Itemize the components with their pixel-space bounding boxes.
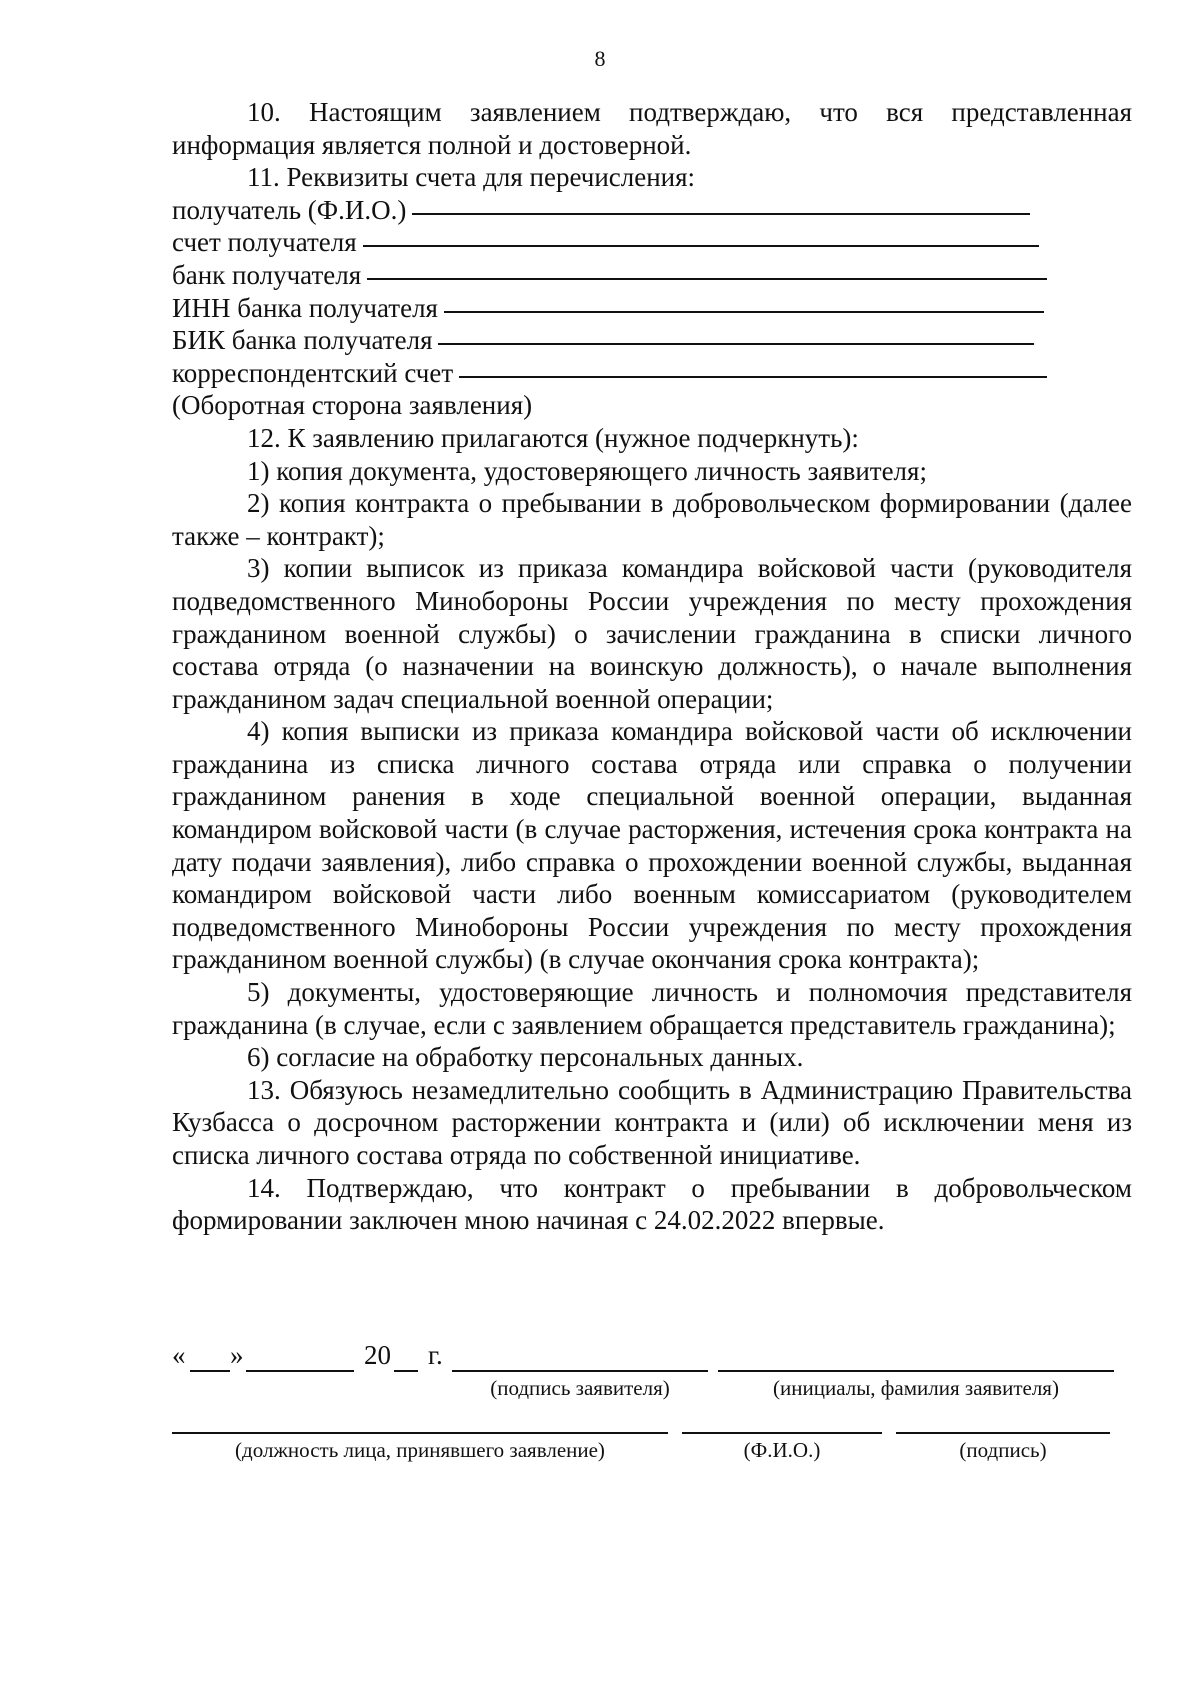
fill-line[interactable] [412, 213, 1030, 215]
attachment-3: 3) копии выписок из приказа командира войсковой части (руководителя подведомственного Минобороны России учреждения по месту прохождения гражданином военной службы) о зачислении гражданина в списки личного состава отряда (о назначении на воинскую должность), о начале выполнения гражданином задач специальной военной операции; [172, 553, 1132, 714]
field-label: счет получателя [172, 227, 357, 258]
year-prefix: 20 [364, 1340, 391, 1370]
year-suffix: г. [428, 1340, 443, 1370]
paragraph-10: 10. Настоящим заявлением подтверждаю, что вся представленная информация является полной и достоверной. [172, 97, 1132, 160]
caption-official-position: (должность лица, принявшего заявление) [235, 1438, 605, 1462]
official-signature-line[interactable] [896, 1432, 1110, 1434]
official-name-line[interactable] [682, 1432, 882, 1434]
field-label: корреспондентский счет [172, 357, 454, 388]
official-position-line[interactable] [172, 1432, 668, 1434]
fill-line[interactable] [363, 245, 1039, 247]
field-label: БИК банка получателя [172, 325, 433, 356]
attachment-4: 4) копия выписки из приказа командира войсковой части об исключении гражданина из списка личного состава отряда или справка о получении гражданином ранения в ходе специальной военной операции, выданная командиром войсковой части (в случае расторжения, истечения срока контракта на дату подачи заявления), либо справка о прохождении военной службы, выданная командиром войсковой части либо военным комиссариатом (руководителем подведомственного Минобороны России учреждения по месту прохождения гражданином военной службы) (в случае окончания срока контракта); [172, 716, 1132, 975]
field-recipient-bank [172, 259, 1132, 292]
fill-line[interactable] [438, 343, 1034, 345]
date-close-quote: » [230, 1340, 244, 1370]
field-bank-bik [172, 324, 1132, 357]
day-fill-line[interactable] [190, 1370, 230, 1372]
fill-line[interactable] [444, 311, 1044, 313]
fill-line[interactable] [459, 376, 1047, 378]
field-recipient-account [172, 226, 1132, 259]
caption-applicant-signature: (подпись заявителя) [490, 1376, 670, 1400]
attachment-5: 5) документы, удостоверяющие личность и полномочия представителя гражданина (в случае, если с заявлением обращается представитель гражданина); [172, 977, 1132, 1040]
field-bank-inn [172, 292, 1132, 325]
year-fill-line[interactable] [394, 1370, 418, 1372]
document-body [172, 96, 1132, 1237]
page-number: 8 [594, 46, 606, 71]
month-fill-line[interactable] [246, 1370, 354, 1372]
caption-official-signature: (подпись) [959, 1438, 1047, 1462]
paragraph-11: 11. Реквизиты счета для перечисления: [247, 162, 696, 193]
date-open-quote: « [172, 1340, 186, 1370]
field-label: ИНН банка получателя [172, 292, 438, 323]
reverse-side-note: (Оборотная сторона заявления) [172, 390, 533, 421]
fill-line[interactable] [367, 278, 1047, 280]
paragraph-12: 12. К заявлению прилагаются (нужное подчеркнуть): [247, 422, 859, 453]
applicant-name-line[interactable] [718, 1370, 1114, 1372]
field-label: банк получателя [172, 259, 362, 290]
caption-applicant-name: (инициалы, фамилия заявителя) [773, 1376, 1059, 1400]
paragraph-13: 13. Обязуюсь незамедлительно сообщить в Администрацию Правительства Кузбасса о досрочном расторжении контракта и (или) об исключении меня из списка личного состава отряда по собственной инициативе. [172, 1074, 1132, 1170]
paragraph-14: 14. Подтверждаю, что контракт о пребывании в добровольческом формировании заключен мною начиная с 24.02.2022 впервые. [172, 1172, 1132, 1236]
field-label: получатель (Ф.И.О.) [172, 194, 407, 225]
attachment-2: 2) копия контракта о пребывании в добровольческом формировании (далее также – контракт); [172, 488, 1132, 551]
attachment-6: 6) согласие на обработку персональных данных. [247, 1042, 804, 1073]
caption-official-name: (Ф.И.О.) [743, 1438, 821, 1462]
applicant-signature-line[interactable] [452, 1370, 708, 1372]
attachment-1: 1) копия документа, удостоверяющего личность заявителя; [247, 455, 927, 486]
field-recipient [172, 194, 1132, 227]
field-correspondent-account [172, 357, 1132, 390]
